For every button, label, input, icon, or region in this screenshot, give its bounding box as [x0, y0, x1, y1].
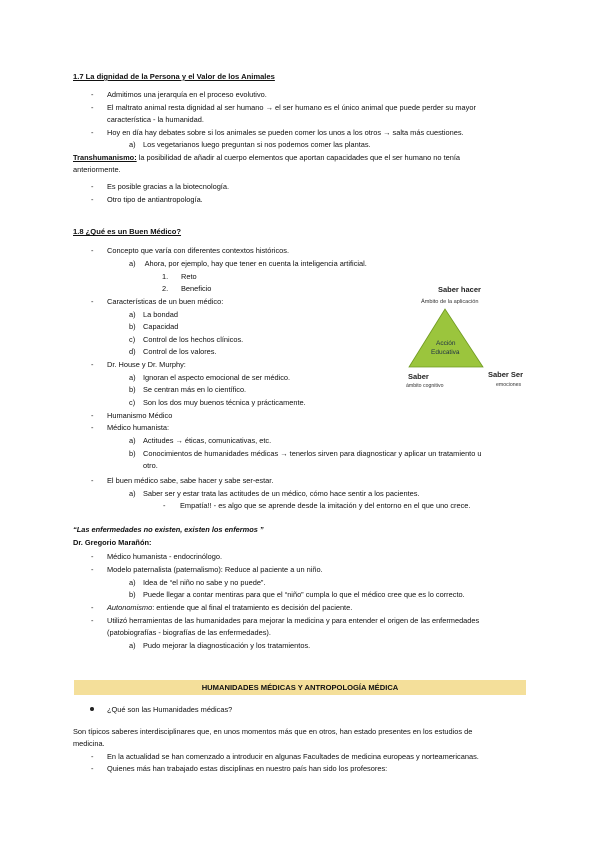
sub-item: Actitudes → éticas, comunicativas, etc.: [143, 436, 272, 445]
dash: -: [163, 501, 166, 510]
sub-item: Control de los valores.: [143, 347, 217, 356]
saber-triangle-diagram: [398, 283, 532, 395]
triangle-shape: [409, 309, 483, 367]
sub-marker: a): [129, 436, 136, 445]
dash: -: [91, 297, 94, 306]
center-label-1: Acción: [436, 340, 456, 347]
sub-sub-item: Beneficio: [181, 284, 212, 293]
dash: -: [91, 476, 94, 485]
sub-item: Los vegetarianos luego preguntan si nos podemos comer las plantas.: [143, 140, 371, 149]
sub-marker: a): [129, 578, 136, 587]
sub-marker: c): [129, 335, 136, 344]
dash: -: [91, 752, 94, 761]
list-item: [107, 602, 352, 613]
transhumanismo-text: la posibilidad de añadir al cuerpo elementos que aportan capacidades que el ser humano no tenía: [136, 153, 461, 162]
sub-marker: a): [129, 310, 136, 319]
list-item: Características de un buen médico:: [107, 297, 224, 306]
list-item: Admitimos una jerarquía en el proceso evolutivo.: [107, 90, 267, 99]
quote-text: “Las enfermedades no existen, existen los enfermos ”: [73, 525, 264, 534]
list-item-continued: característica - la humanidad.: [107, 115, 204, 124]
saber-ser-label: Saber Ser: [488, 370, 524, 379]
sub-marker: b): [129, 322, 136, 331]
list-item: Concepto que varía con diferentes contextos históricos.: [107, 246, 289, 255]
dash: -: [91, 616, 94, 625]
list-item: Quienes más han trabajado estas disciplinas en nuestro país han sido los profesores:: [107, 764, 388, 773]
sub-marker: b): [129, 449, 136, 458]
list-item: El buen médico sabe, sabe hacer y sabe ser-estar.: [107, 476, 274, 485]
list-item: Otro tipo de antiantropología.: [107, 195, 203, 204]
list-item: Médico humanista:: [107, 423, 170, 432]
sub-marker: b): [129, 590, 136, 599]
dash: -: [91, 103, 94, 112]
sub-item: Pudo mejorar la diagnosticación y los tratamientos.: [143, 641, 311, 650]
sub-item: Idea de “el niño no sabe y no puede”.: [143, 578, 266, 587]
center-label-2: Educativa: [431, 349, 460, 356]
humanidades-banner: HUMANIDADES MÉDICAS Y ANTROPOLOGÍA MÉDICA: [74, 680, 526, 695]
quote-author: Dr. Gregorio Marañón:: [73, 538, 152, 547]
sub-marker: a): [129, 373, 136, 382]
sub-item: Son los dos muy buenos técnica y prácticamente.: [143, 398, 306, 407]
sub-item: La bondad: [143, 310, 178, 319]
dash: -: [91, 195, 94, 204]
dash: -: [91, 128, 94, 137]
list-item-continued: (patobiografías - biografías de las enfermedades).: [107, 628, 271, 637]
sub-item: Puede llegar a contar mentiras para que el “niño” cumpla lo que el médico cree que es lo correcto.: [143, 590, 465, 599]
saber-ser-sublabel: emociones: [496, 382, 522, 388]
humanidades-question: ¿Qué son las Humanidades médicas?: [107, 705, 233, 714]
autonomismo-term: Autonomismo: [107, 603, 153, 612]
saber-hacer-sublabel: Ámbito de la aplicación: [421, 299, 479, 305]
number-marker: 2.: [162, 284, 169, 293]
bullet-dot: [90, 707, 94, 711]
list-item: Modelo paternalista (paternalismo): Reduce al paciente a un niño.: [107, 565, 323, 574]
transhumanismo-term: Transhumanismo:: [73, 153, 137, 162]
list-item: Médico humanista - endocrinólogo.: [107, 552, 223, 561]
sub-marker: c): [129, 398, 136, 407]
sub-item: Ignoran el aspecto emocional de ser médico.: [143, 373, 291, 382]
sub-item: Saber ser y estar trata las actitudes de un médico, cómo hace sentir a los pacientes.: [143, 489, 420, 498]
dash: -: [91, 360, 94, 369]
list-item: Utilizó herramientas de las humanidades para mejorar la medicina y para entender el origen de las enfermedades: [107, 616, 480, 625]
humanidades-paragraph: Son típicos saberes interdisciplinares que, en unos momentos más que en otros, han estado presentes en los estudios de: [73, 727, 473, 736]
transhumanismo-paragraph: [73, 152, 460, 163]
list-item: Hoy en día hay debates sobre si los animales se pueden comer los unos a los otros → salta más cuestiones.: [107, 128, 464, 137]
section-1-7-heading: 1.7 La dignidad de la Persona y el Valor de los Animales: [73, 72, 275, 81]
autonomismo-text: : entiende que al final el tratamiento es decisión del paciente.: [152, 603, 353, 612]
list-item: Dr. House y Dr. Murphy:: [107, 360, 186, 369]
sub-sub-item: Reto: [181, 272, 197, 281]
sub-marker: a): [129, 489, 136, 498]
transhumanismo-text-continued: anteriormente.: [73, 165, 121, 174]
sub-item: Ahora, por ejemplo, hay que tener en cuenta la inteligencia artificial.: [144, 259, 367, 268]
dash: -: [91, 603, 94, 612]
sub-item: Se centran más en lo científico.: [143, 385, 247, 394]
saber-hacer-label: Saber hacer: [438, 285, 481, 294]
dash: -: [91, 411, 94, 420]
list-item: Humanismo Médico: [107, 411, 173, 420]
saber-label: Saber: [408, 372, 429, 381]
sub-marker: a): [129, 140, 136, 149]
sub-item: Capacidad: [143, 322, 179, 331]
dash: -: [91, 565, 94, 574]
sub-marker: a): [129, 259, 136, 268]
sub-sub-item: Empatía!! - es algo que se aprende desde la imitación y del entorno en el que uno crece.: [180, 501, 471, 510]
list-item: Es posible gracias a la biotecnología.: [107, 182, 230, 191]
list-item: El maltrato animal resta dignidad al ser humano → el ser humano es el único animal que puede perder su mayor: [107, 103, 476, 112]
section-1-8-heading: 1.8 ¿Qué es un Buen Médico?: [73, 227, 182, 236]
dash: -: [91, 246, 94, 255]
sub-marker: a): [129, 641, 136, 650]
dash: -: [91, 423, 94, 432]
saber-sublabel: ámbito cognitivo: [406, 383, 444, 389]
sub-item: Conocimientos de humanidades médicas → tenerlos sirven para diagnosticar y aplicar un tratamiento u: [143, 449, 482, 458]
number-marker: 1.: [162, 272, 169, 281]
dash: -: [91, 90, 94, 99]
list-item: En la actualidad se han comenzado a introducir en algunas Facultades de medicina europeas y norteamericanas.: [107, 752, 479, 761]
sub-marker: d): [129, 347, 136, 356]
sub-marker: [129, 258, 367, 269]
humanidades-paragraph-continued: medicina.: [73, 739, 105, 748]
sub-marker: b): [129, 385, 136, 394]
dash: -: [91, 552, 94, 561]
sub-item: Control de los hechos clínicos.: [143, 335, 244, 344]
sub-item-continued: otro.: [143, 461, 158, 470]
dash: -: [91, 182, 94, 191]
dash: -: [91, 764, 94, 773]
